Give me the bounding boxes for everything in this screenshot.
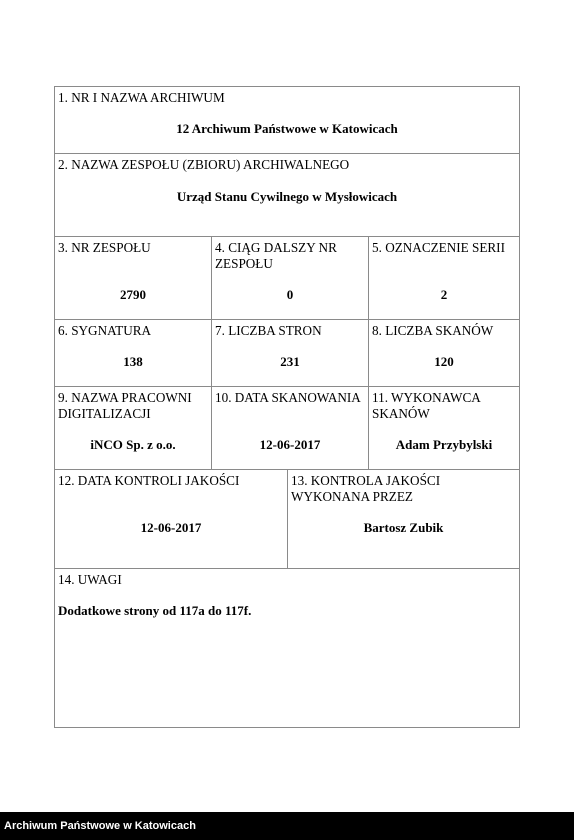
qc-by-value: Bartosz Zubik	[363, 520, 444, 535]
remarks-value: Dodatkowe strony od 117a do 117f.	[58, 603, 252, 618]
fonds-name-label: 2. NAZWA ZESPOŁU (ZBIORU) ARCHIWALNEGO	[58, 157, 350, 172]
series-cell	[368, 236, 520, 320]
fonds-cont-cell	[211, 236, 369, 320]
archive-cell	[54, 86, 520, 154]
remarks-cell	[54, 568, 520, 728]
scan-date-value: 12-06-2017	[259, 437, 321, 452]
archive-value: 12 Archiwum Państwowe w Katowicach	[176, 121, 398, 136]
qc-date-value: 12-06-2017	[140, 520, 202, 535]
scans-cell	[368, 319, 520, 387]
pages-label: 7. LICZBA STRON	[215, 323, 322, 338]
lab-value: iNCO Sp. z o.o.	[90, 437, 176, 452]
scans-value: 120	[434, 354, 454, 369]
fonds-cont-value: 0	[286, 287, 294, 302]
qc-date-label: 12. DATA KONTROLI JAKOŚCI	[58, 473, 240, 488]
remarks-label: 14. UWAGI	[58, 572, 122, 587]
scan-date-label: 10. DATA SKANOWANIA	[215, 390, 361, 405]
archive-label: 1. NR I NAZWA ARCHIWUM	[58, 90, 225, 105]
fonds-name-cell	[54, 153, 520, 237]
qc-date-cell	[54, 469, 288, 569]
pages-value: 231	[280, 354, 300, 369]
signature-cell	[54, 319, 212, 387]
scanner-cell	[368, 386, 520, 470]
series-label: 5. OZNACZENIE SERII	[372, 240, 505, 255]
fonds-no-cell	[54, 236, 212, 320]
footer-bar	[0, 812, 574, 840]
lab-label: 9. NAZWA PRACOWNI DIGITALIZACJI	[58, 390, 192, 421]
scan-date-cell	[211, 386, 369, 470]
fonds-no-value: 2790	[120, 287, 146, 302]
fonds-no-label: 3. NR ZESPOŁU	[58, 240, 151, 255]
footer-text: Archiwum Państwowe w Katowicach	[4, 820, 196, 832]
scanner-value: Adam Przybylski	[395, 437, 493, 452]
qc-by-label: 13. KONTROLA JAKOŚCI WYKONANA PRZEZ	[291, 473, 441, 504]
qc-by-cell	[287, 469, 520, 569]
fonds-cont-label: 4. CIĄG DALSZY NR ZESPOŁU	[215, 240, 337, 271]
scans-label: 8. LICZBA SKANÓW	[372, 323, 494, 338]
series-value: 2	[440, 287, 448, 302]
fonds-name-value: Urząd Stanu Cywilnego w Mysłowicach	[176, 189, 398, 204]
pages-cell	[211, 319, 369, 387]
scanner-label: 11. WYKONAWCA SKANÓW	[372, 390, 481, 421]
lab-cell	[54, 386, 212, 470]
signature-value: 138	[123, 354, 143, 369]
signature-label: 6. SYGNATURA	[58, 323, 152, 338]
